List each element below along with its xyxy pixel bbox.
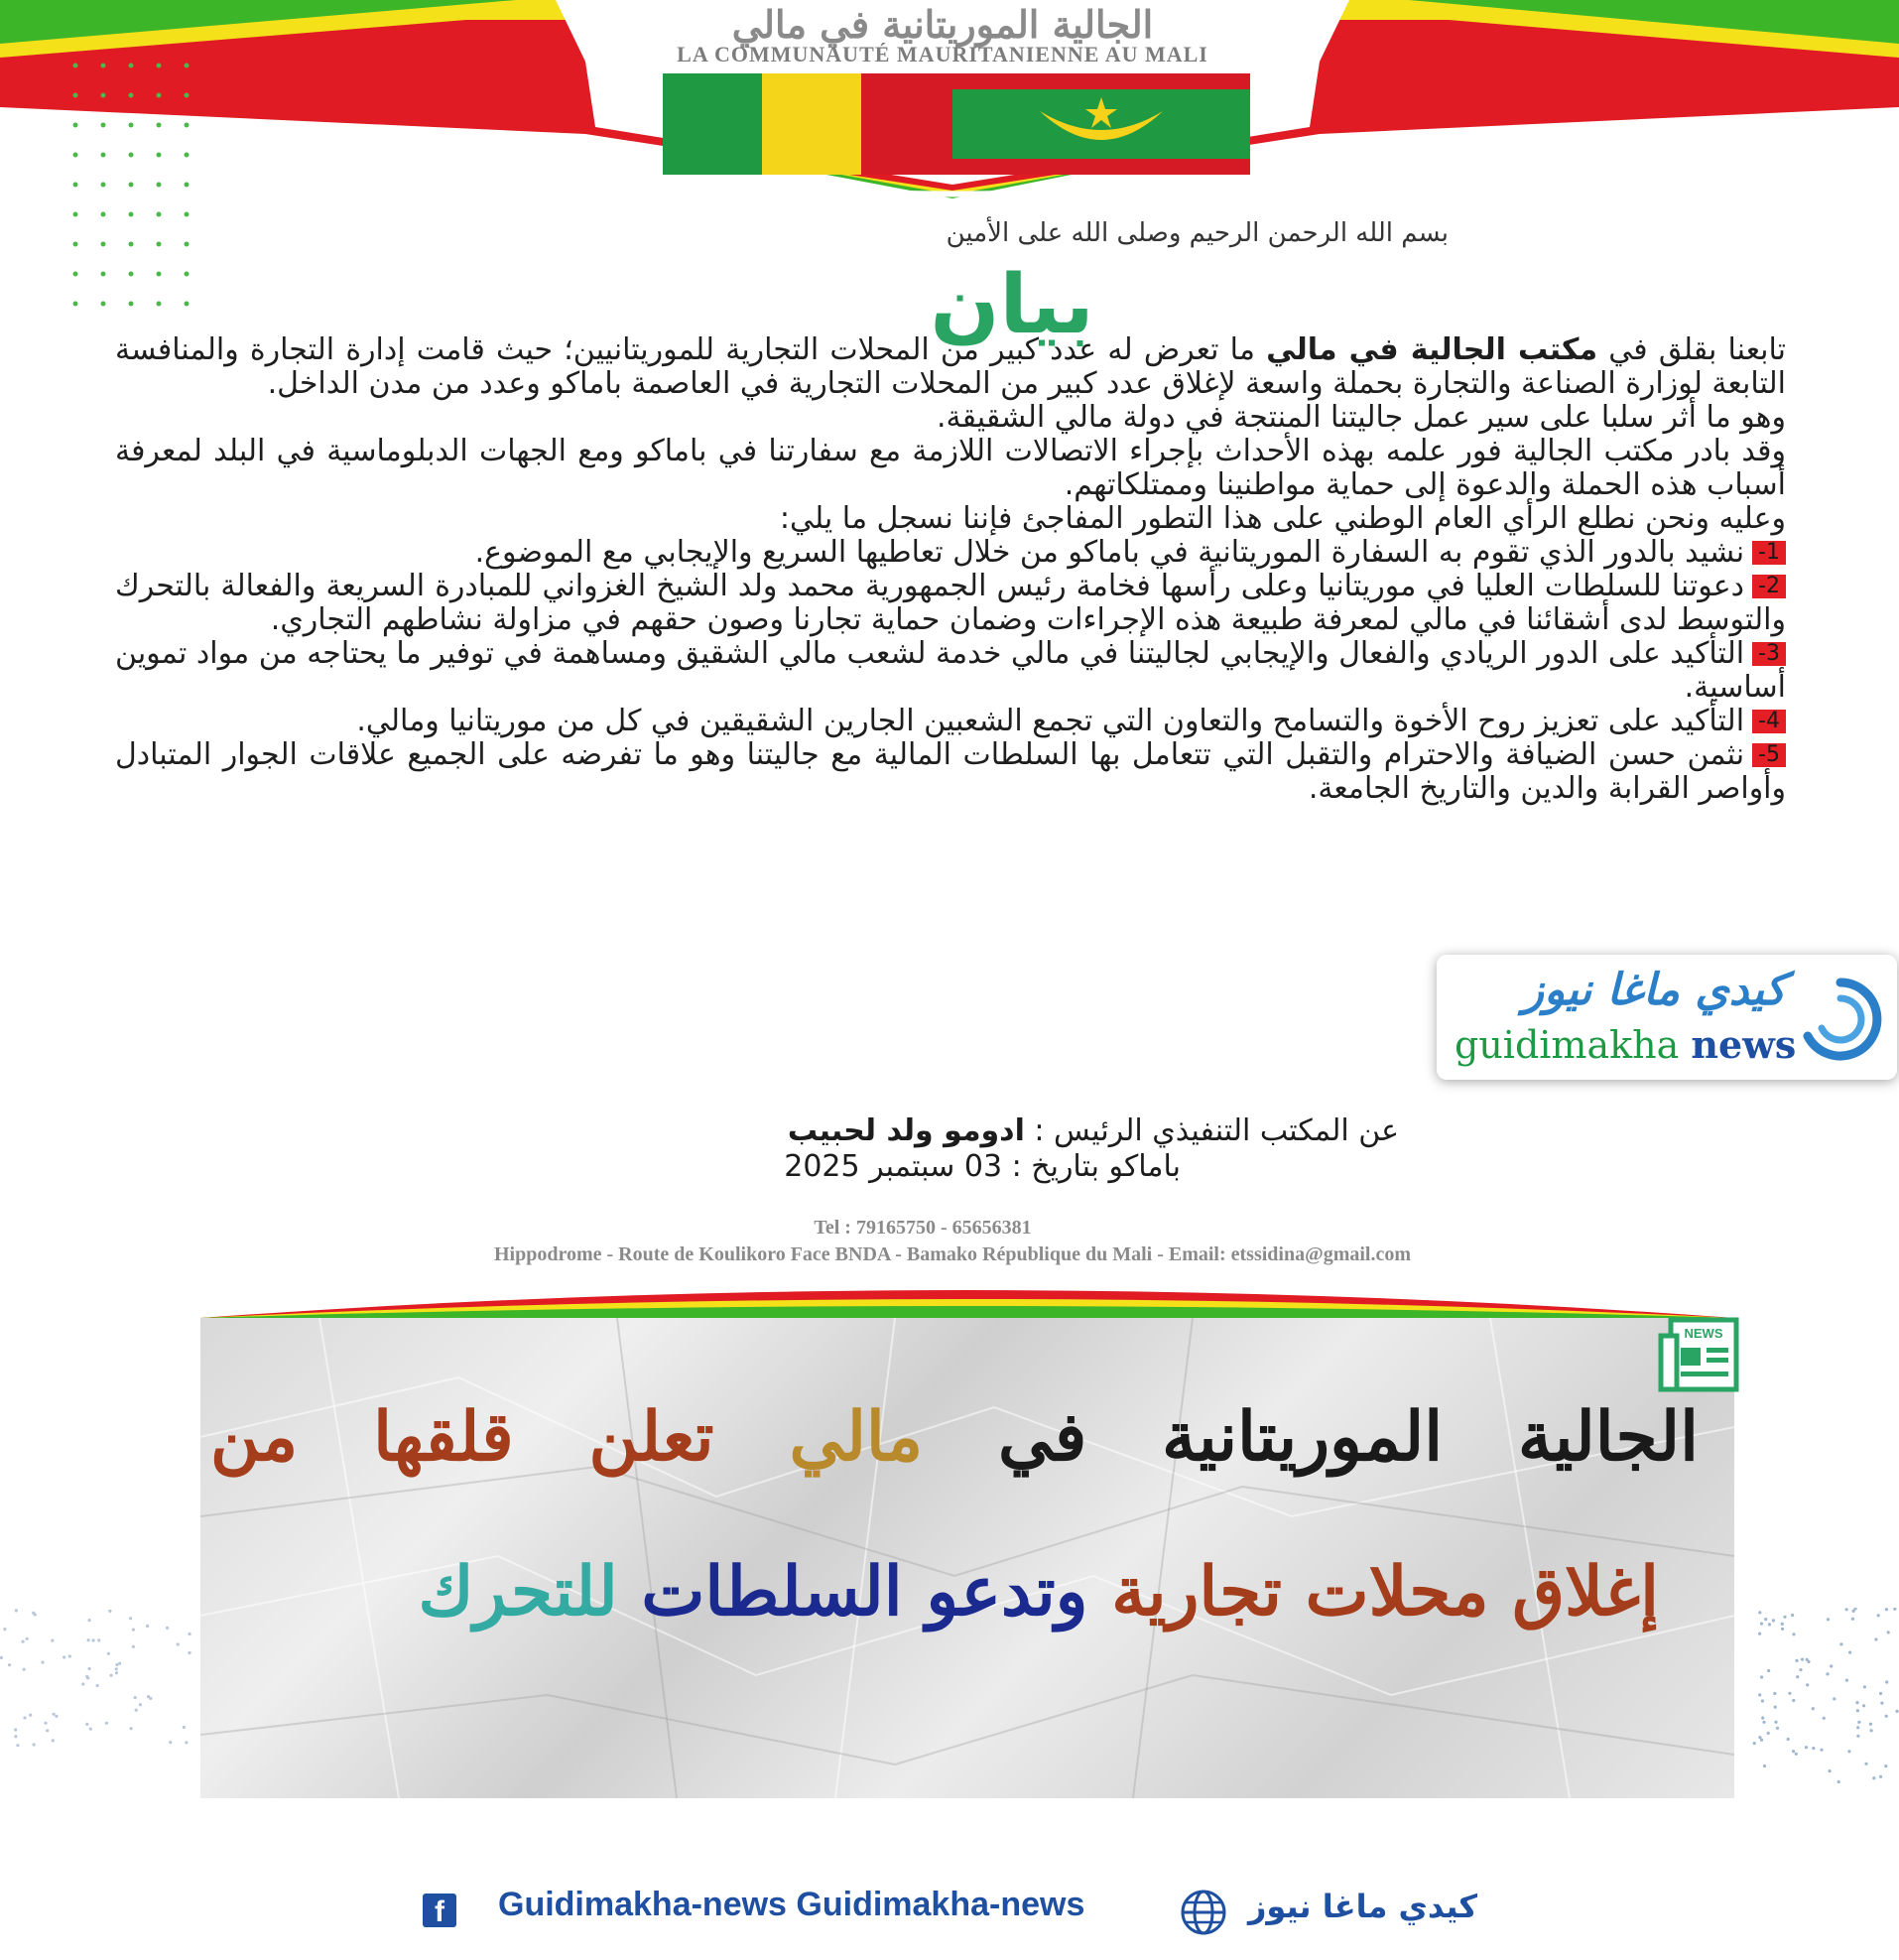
item-text: التأكيد على تعزيز روح الأخوة والتسامح والتعاون التي تجمع الشعبين الجارين الشقيقين في كل من موريتانيا ومالي. <box>356 704 1745 738</box>
scatter-dot <box>1856 1709 1859 1712</box>
item-number: 5- <box>1752 743 1786 767</box>
decorative-scatter-right <box>1746 1608 1899 1786</box>
scatter-dot <box>1799 1668 1802 1671</box>
dot <box>157 183 162 188</box>
scatter-dot <box>118 1662 121 1665</box>
scatter-dot <box>8 1663 11 1666</box>
scatter-dot <box>1864 1763 1867 1765</box>
dot <box>157 272 162 277</box>
scatter-dot <box>188 1651 190 1654</box>
logo-latin <box>1455 1022 1796 1067</box>
dot <box>129 242 134 247</box>
scatter-dot <box>166 1627 169 1630</box>
headline-word: مالي <box>789 1397 924 1477</box>
scatter-dot <box>22 1640 25 1643</box>
scatter-dot <box>105 1722 108 1725</box>
scatter-dot <box>92 1638 95 1641</box>
scatter-dot <box>1806 1658 1809 1661</box>
dot <box>73 212 78 217</box>
letterhead-title-ar: الجالية الموريتانية في مالي <box>731 2 1154 47</box>
list-item <box>115 637 1786 705</box>
list-item <box>115 738 1786 806</box>
scatter-dot <box>1851 1618 1854 1621</box>
scatter-dot <box>68 1654 71 1657</box>
scatter-dot <box>41 1661 44 1664</box>
item-number: 2- <box>1752 575 1786 598</box>
item-number: 3- <box>1752 642 1786 666</box>
scatter-dot <box>15 1609 18 1612</box>
scatter-dot <box>185 1741 188 1744</box>
headline-word: تعلن قلقها من <box>210 1397 714 1477</box>
dot <box>157 212 162 217</box>
scatter-dot <box>177 1642 180 1645</box>
scatter-dot <box>132 1645 135 1648</box>
scatter-dot <box>1781 1623 1784 1626</box>
scatter-dot <box>55 1715 58 1718</box>
dot <box>101 183 106 188</box>
item-text: نثمن حسن الضيافة والاحترام والتقبل التي تتعامل بها السلطات المالية مع جاليتنا وهو ما تفرضه على الجميع علاقات الجوار المتبادل وأواصر القرابة والدين والتاريخ الجامعة. <box>115 737 1786 806</box>
scatter-dot <box>169 1741 172 1744</box>
scatter-dot <box>32 1612 35 1615</box>
logo-latin-b: news <box>1691 1022 1797 1067</box>
scatter-dot <box>1826 1672 1829 1675</box>
scatter-dot <box>23 1716 26 1719</box>
dot <box>185 64 190 68</box>
signature-name: ادومو ولد لحبيب <box>787 1113 1025 1148</box>
contact-address: Hippodrome - Route de Koulikoro Face BNDA - Bamako République du Mali - Email: etssidina@gmail.com <box>493 1243 1412 1265</box>
globe-icon[interactable] <box>1179 1888 1228 1937</box>
scatter-dot <box>189 1633 191 1635</box>
scatter-dot <box>1805 1746 1808 1749</box>
list-item <box>115 705 1786 738</box>
scatter-dot <box>1847 1750 1850 1753</box>
scatter-dot <box>1758 1633 1761 1635</box>
scatter-dot <box>1885 1608 1888 1611</box>
scatter-dot <box>1812 1747 1815 1750</box>
dot <box>185 212 190 217</box>
scatter-dot <box>1792 1699 1795 1702</box>
scatter-dot <box>1791 1614 1794 1617</box>
scatter-dot <box>1820 1749 1823 1752</box>
scatter-dot <box>129 1617 132 1620</box>
paragraph-2: وهو ما أثر سلبا على سير عمل جاليتنا المنتجة في دولة مالي الشقيقة. <box>936 400 1786 435</box>
dot <box>73 93 78 98</box>
scatter-dot <box>1872 1776 1875 1779</box>
scatter-dot <box>63 1655 65 1658</box>
scatter-dot <box>88 1667 91 1670</box>
dot <box>129 123 134 128</box>
scatter-dot <box>1763 1764 1766 1767</box>
dot <box>101 272 106 277</box>
headline-word: الجالية الموريتانية <box>1162 1397 1699 1477</box>
date-line: باماكو بتاريخ : 03 سبتمبر 2025 <box>784 1149 1181 1184</box>
news-icon-label: NEWS <box>1684 1326 1723 1341</box>
basmala: بسم الله الرحمن الرحيم وصلى الله على الأمين <box>946 218 1449 248</box>
headline <box>210 1360 1699 1669</box>
guidimakha-logo <box>1437 955 1897 1080</box>
scatter-dot <box>1884 1764 1887 1767</box>
scatter-dot <box>1869 1723 1872 1726</box>
scatter-dot <box>88 1619 91 1622</box>
scatter-dot <box>147 1695 150 1698</box>
logo-latin-a: guidimakha <box>1455 1023 1680 1067</box>
scatter-dot <box>1758 1611 1761 1614</box>
list-item <box>115 536 1786 570</box>
letterhead <box>0 0 1899 208</box>
dot <box>73 153 78 158</box>
scatter-dot <box>85 1723 88 1726</box>
paragraph-1-start: تابعنا بقلق في <box>1597 332 1787 367</box>
dot <box>73 183 78 188</box>
scatter-dot <box>1774 1706 1777 1709</box>
scatter-dot <box>44 1722 47 1725</box>
footer <box>0 1876 1899 1945</box>
paragraph-4: وعليه ونحن نطلع الرأي العام الوطني على هذا التطور المفاجئ فإننا نسجل ما يلي: <box>779 501 1786 536</box>
headline-line-2 <box>210 1514 1699 1669</box>
scatter-dot <box>1758 1693 1761 1696</box>
scatter-dot <box>51 1639 54 1642</box>
dot <box>73 123 78 128</box>
scatter-dot <box>1773 1692 1776 1695</box>
scatter-dot <box>26 1637 29 1640</box>
headline-word: إغلاق محلات تجارية <box>1111 1552 1659 1632</box>
scatter-dot <box>1795 1753 1798 1756</box>
dot <box>129 272 134 277</box>
scatter-dot <box>1795 1659 1798 1662</box>
scatter-dot <box>1863 1685 1866 1688</box>
dot <box>101 302 106 307</box>
scatter-dot <box>1767 1669 1770 1672</box>
paragraph-1-rest: ما تعرض له عدد كبير من المحلات التجارية للموريتانيين؛ حيث قامت إدارة التجارة والمنافسة التابعة لوزارة الصناعة والتجارة بحملة واسعة لإغلاق عدد كبير من المحلات التجارية في العاصمة باماكو وعدد من مدن الداخل. <box>115 332 1786 401</box>
mali-flag-green <box>663 73 762 175</box>
scatter-dot <box>1792 1750 1795 1753</box>
scatter-dot <box>1885 1715 1888 1718</box>
scatter-dot <box>1874 1637 1877 1640</box>
guidimakha-logo-icon <box>1798 977 1883 1062</box>
scatter-dot <box>1833 1697 1836 1700</box>
scatter-dot <box>1792 1633 1795 1635</box>
scatter-dot <box>1768 1623 1771 1626</box>
item-text: دعوتنا للسلطات العليا في موريتانيا وعلى رأسها فخامة رئيس الجمهورية محمد ولد الشيخ الغزواني للمبادرة السريعة والفعالة بالتحرك والتوسط لدى أشقائنا في مالي لمعرفة طبيعة هذه الإجراءات وضمان حماية تجارنا وصون حقهم في مزاولة نشاطهم التجاري. <box>115 569 1786 637</box>
scatter-dot <box>1887 1631 1890 1633</box>
scatter-dot <box>87 1638 90 1641</box>
scatter-dot <box>115 1671 118 1674</box>
dot <box>157 64 162 68</box>
contact-tel: Tel : 79165750 - 65656381 <box>814 1217 1032 1239</box>
dot <box>73 242 78 247</box>
headline-word: في <box>998 1397 1087 1477</box>
dot <box>185 242 190 247</box>
scatter-dot <box>108 1610 111 1613</box>
scatter-dot <box>1796 1675 1799 1678</box>
dot <box>101 212 106 217</box>
dot <box>101 93 106 98</box>
decorative-scatter-left <box>0 1608 198 1747</box>
dot <box>129 212 134 217</box>
mali-flag-yellow <box>762 73 861 175</box>
scatter-dot <box>135 1709 138 1712</box>
scatter-dot <box>1848 1651 1851 1654</box>
scatter-dot <box>1837 1780 1840 1783</box>
dot <box>129 153 134 158</box>
scatter-dot <box>1857 1721 1860 1724</box>
letterhead-title-fr: LA COMMUNAUTÉ MAURITANIENNE AU MALI <box>677 42 1208 66</box>
scatter-dot <box>1760 1675 1763 1678</box>
signature-block <box>407 1113 1399 1185</box>
scatter-dot <box>1758 1736 1761 1739</box>
scatter-dot <box>1783 1616 1786 1619</box>
scatter-dot <box>85 1675 88 1678</box>
scatter-dot <box>1880 1702 1883 1705</box>
signature-prefix: عن المكتب التنفيذي الرئيس : <box>1024 1113 1399 1148</box>
scatter-dot <box>1845 1608 1848 1611</box>
dot <box>129 302 134 307</box>
scatter-dot <box>1870 1729 1873 1732</box>
scatter-dot <box>3 1628 6 1631</box>
scatter-dot <box>29 1714 32 1717</box>
paragraph-1-office: مكتب الجالية في مالي <box>1266 332 1598 367</box>
panel-color-band <box>200 1272 1734 1320</box>
document-title: بيان <box>930 258 1094 352</box>
scatter-dot <box>97 1638 100 1641</box>
dot <box>101 153 106 158</box>
scatter-dot <box>146 1625 149 1628</box>
scatter-dot <box>1885 1680 1888 1683</box>
dot <box>73 64 78 68</box>
headline-word: للتحرك <box>418 1552 618 1632</box>
item-text: التأكيد على الدور الريادي والفعال والإيجابي لجاليتنا في مالي خدمة لشعب مالي الشقيق ومساهمة في توفير ما يحتاجه من مواد تموين أساسية. <box>115 636 1786 705</box>
dot <box>185 302 190 307</box>
scatter-dot <box>139 1703 142 1706</box>
scatter-dot <box>1801 1658 1804 1661</box>
scatter-dot <box>1781 1628 1784 1631</box>
scatter-dot <box>96 1684 99 1687</box>
scatter-dot <box>1829 1769 1832 1772</box>
scatter-dot <box>46 1729 49 1732</box>
scatter-dot <box>1856 1735 1859 1738</box>
scatter-dot <box>183 1726 186 1729</box>
scatter-dot <box>1762 1721 1765 1724</box>
scatter-dot <box>1879 1775 1882 1778</box>
scatter-dot <box>1761 1717 1764 1720</box>
signature-line <box>407 1113 1399 1149</box>
paragraph-3: وقد بادر مكتب الجالية فور علمه بهذه الأحداث بإجراء الاتصالات اللازمة مع سفارتنا في باماكو ومع الجهات الدبلوماسية في البلد لمعرفة أسباب هذه الحملة والدعوة إلى حماية مواطنينا وممتلكاتهم. <box>115 434 1786 502</box>
scatter-dot <box>1776 1727 1779 1730</box>
scatter-dot <box>1856 1726 1859 1729</box>
dot <box>185 123 190 128</box>
headline-line-1 <box>210 1360 1699 1514</box>
scatter-dot <box>0 1656 3 1659</box>
scatter-dot <box>1788 1692 1791 1695</box>
scatter-dot <box>1767 1732 1770 1735</box>
facebook-icon[interactable]: f <box>423 1894 456 1927</box>
dot <box>101 242 106 247</box>
scatter-dot <box>1893 1608 1896 1611</box>
scatter-dot <box>134 1696 137 1699</box>
scatter-dot <box>1862 1704 1865 1707</box>
dot <box>73 302 78 307</box>
scatter-dot <box>132 1629 135 1632</box>
website-link[interactable]: كيدي ماغا نيوز <box>1248 1888 1478 1925</box>
logo-arabic: كيدي ماغا نيوز <box>1522 965 1786 1015</box>
scatter-dot <box>81 1682 84 1685</box>
scatter-dot <box>107 1652 110 1655</box>
scatter-dot <box>1764 1618 1767 1621</box>
scatter-dot <box>110 1674 113 1677</box>
scatter-dot <box>1774 1721 1777 1724</box>
statement-body <box>115 333 1786 806</box>
dot <box>185 183 190 188</box>
dot <box>185 153 190 158</box>
dot <box>157 302 162 307</box>
scatter-dot <box>130 1727 133 1730</box>
scatter-dot <box>33 1743 36 1746</box>
dot <box>157 153 162 158</box>
scatter-dot <box>23 1668 26 1671</box>
dot <box>129 93 134 98</box>
contact-info <box>109 1217 1796 1266</box>
scatter-dot <box>1806 1683 1809 1686</box>
scatter-dot <box>1823 1717 1826 1720</box>
headline-word: وتدعو السلطات <box>641 1552 1088 1632</box>
mauritania-flag-red-top <box>952 73 1250 89</box>
scatter-dot <box>14 1735 17 1738</box>
scatter-dot <box>1812 1707 1815 1710</box>
scatter-dot <box>16 1744 19 1747</box>
scatter-dot <box>1753 1742 1756 1745</box>
scatter-dot <box>89 1728 92 1731</box>
scatter-dot <box>1761 1699 1764 1702</box>
item-number: 4- <box>1752 710 1786 733</box>
mauritania-flag-red-bottom <box>952 159 1250 175</box>
dot <box>129 183 134 188</box>
mali-flag-red <box>861 73 952 175</box>
scatter-dot <box>1845 1679 1848 1682</box>
dot <box>101 123 106 128</box>
scatter-dot <box>1839 1642 1842 1645</box>
dot <box>185 93 190 98</box>
dot <box>157 242 162 247</box>
scatter-dot <box>1787 1738 1790 1741</box>
dot <box>73 272 78 277</box>
scatter-dot <box>115 1667 118 1670</box>
scatter-dot <box>1896 1710 1899 1713</box>
dot <box>185 272 190 277</box>
scatter-dot <box>1827 1618 1830 1621</box>
paragraph-1 <box>115 333 1786 401</box>
scatter-dot <box>1877 1614 1880 1617</box>
dot <box>129 64 134 68</box>
scatter-dot <box>14 1728 17 1731</box>
scatter-dot <box>53 1713 56 1716</box>
item-number: 1- <box>1752 541 1786 565</box>
scatter-dot <box>1760 1623 1763 1626</box>
scatter-dot <box>52 1739 55 1742</box>
dot <box>101 64 106 68</box>
scatter-dot <box>1830 1664 1833 1667</box>
dot <box>157 93 162 98</box>
facebook-link[interactable]: Guidimakha-news Guidimakha-news <box>498 1886 1085 1923</box>
scatter-dot <box>1855 1701 1858 1704</box>
scatter-dot <box>1879 1692 1882 1695</box>
decorative-dots <box>69 60 198 318</box>
scatter-dot <box>1852 1610 1855 1613</box>
scatter-dot <box>1772 1619 1775 1622</box>
dot <box>157 123 162 128</box>
item-text: نشيد بالدور الذي تقوم به السفارة الموريتانية في باماكو من خلال تعاطيها السريع والإيجابي مع الموضوع. <box>474 535 1745 570</box>
list-item <box>115 570 1786 637</box>
